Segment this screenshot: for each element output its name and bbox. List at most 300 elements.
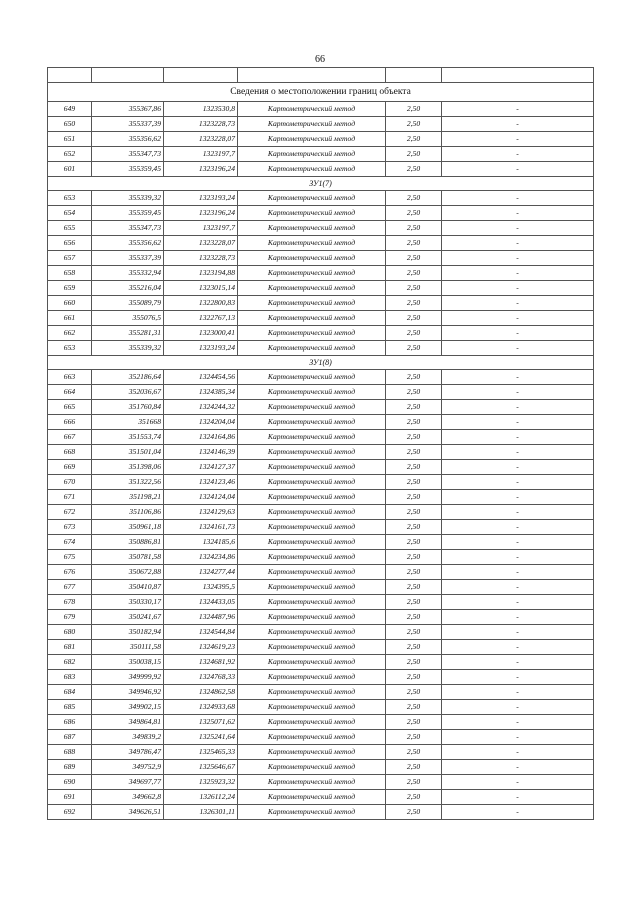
accuracy-cell: 2,50 xyxy=(386,670,442,685)
method-cell: Картометрический метод xyxy=(238,625,386,640)
method-cell: Картометрический метод xyxy=(238,341,386,356)
description-cell: - xyxy=(442,595,594,610)
y-coordinate-cell: 1323000,41 xyxy=(164,326,238,341)
y-coordinate-cell: 1322767,13 xyxy=(164,311,238,326)
description-cell: - xyxy=(442,430,594,445)
accuracy-cell: 2,50 xyxy=(386,490,442,505)
point-number-cell: 691 xyxy=(48,790,92,805)
description-cell: - xyxy=(442,790,594,805)
x-coordinate-cell: 355359,45 xyxy=(92,206,164,221)
accuracy-cell: 2,50 xyxy=(386,266,442,281)
x-coordinate-cell: 351106,86 xyxy=(92,505,164,520)
table-row xyxy=(48,730,594,745)
y-coordinate-cell: 1323194,88 xyxy=(164,266,238,281)
accuracy-cell: 2,50 xyxy=(386,341,442,356)
method-cell: Картометрический метод xyxy=(238,400,386,415)
point-number-cell: 686 xyxy=(48,715,92,730)
method-cell: Картометрический метод xyxy=(238,266,386,281)
description-cell: - xyxy=(442,685,594,700)
x-coordinate-cell: 351668 xyxy=(92,415,164,430)
y-coordinate-cell: 1324454,56 xyxy=(164,370,238,385)
y-coordinate-cell: 1324234,86 xyxy=(164,550,238,565)
description-cell: - xyxy=(442,715,594,730)
y-coordinate-cell: 1323193,24 xyxy=(164,191,238,206)
table-row xyxy=(48,206,594,221)
header-cell xyxy=(48,68,92,83)
method-cell: Картометрический метод xyxy=(238,490,386,505)
method-cell: Картометрический метод xyxy=(238,550,386,565)
point-number-cell: 684 xyxy=(48,685,92,700)
point-number-cell: 685 xyxy=(48,700,92,715)
y-coordinate-cell: 1324124,04 xyxy=(164,490,238,505)
section-label: ЗУ1(7) xyxy=(48,177,594,191)
x-coordinate-cell: 350886,81 xyxy=(92,535,164,550)
y-coordinate-cell: 1324127,37 xyxy=(164,460,238,475)
x-coordinate-cell: 355367,86 xyxy=(92,102,164,117)
description-cell: - xyxy=(442,700,594,715)
point-number-cell: 665 xyxy=(48,400,92,415)
point-number-cell: 653 xyxy=(48,191,92,206)
method-cell: Картометрический метод xyxy=(238,251,386,266)
x-coordinate-cell: 355337,39 xyxy=(92,117,164,132)
point-number-cell: 664 xyxy=(48,385,92,400)
accuracy-cell: 2,50 xyxy=(386,715,442,730)
x-coordinate-cell: 350241,67 xyxy=(92,610,164,625)
table-row xyxy=(48,625,594,640)
y-coordinate-cell: 1324129,63 xyxy=(164,505,238,520)
table-row xyxy=(48,251,594,266)
point-number-cell: 682 xyxy=(48,655,92,670)
method-cell: Картометрический метод xyxy=(238,805,386,820)
description-cell: - xyxy=(442,341,594,356)
y-coordinate-cell: 1323228,73 xyxy=(164,117,238,132)
accuracy-cell: 2,50 xyxy=(386,565,442,580)
accuracy-cell: 2,50 xyxy=(386,550,442,565)
point-number-cell: 649 xyxy=(48,102,92,117)
accuracy-cell: 2,50 xyxy=(386,415,442,430)
y-coordinate-cell: 1325923,32 xyxy=(164,775,238,790)
method-cell: Картометрический метод xyxy=(238,730,386,745)
accuracy-cell: 2,50 xyxy=(386,296,442,311)
table-row xyxy=(48,281,594,296)
point-number-cell: 667 xyxy=(48,430,92,445)
y-coordinate-cell: 1323196,24 xyxy=(164,206,238,221)
method-cell: Картометрический метод xyxy=(238,415,386,430)
accuracy-cell: 2,50 xyxy=(386,206,442,221)
x-coordinate-cell: 352186,64 xyxy=(92,370,164,385)
accuracy-cell: 2,50 xyxy=(386,460,442,475)
description-cell: - xyxy=(442,385,594,400)
x-coordinate-cell: 355216,04 xyxy=(92,281,164,296)
point-number-cell: 669 xyxy=(48,460,92,475)
method-cell: Картометрический метод xyxy=(238,236,386,251)
table-title: Сведения о местоположении границ объекта xyxy=(48,83,594,102)
description-cell: - xyxy=(442,775,594,790)
table-row xyxy=(48,655,594,670)
point-number-cell: 661 xyxy=(48,311,92,326)
accuracy-cell: 2,50 xyxy=(386,805,442,820)
method-cell: Картометрический метод xyxy=(238,790,386,805)
method-cell: Картометрический метод xyxy=(238,535,386,550)
description-cell: - xyxy=(442,400,594,415)
point-number-cell: 675 xyxy=(48,550,92,565)
accuracy-cell: 2,50 xyxy=(386,162,442,177)
accuracy-cell: 2,50 xyxy=(386,790,442,805)
y-coordinate-cell: 1324933,68 xyxy=(164,700,238,715)
header-cell xyxy=(238,68,386,83)
accuracy-cell: 2,50 xyxy=(386,311,442,326)
description-cell: - xyxy=(442,625,594,640)
x-coordinate-cell: 355356,62 xyxy=(92,236,164,251)
point-number-cell: 650 xyxy=(48,117,92,132)
description-cell: - xyxy=(442,147,594,162)
y-coordinate-cell: 1323228,07 xyxy=(164,132,238,147)
method-cell: Картометрический метод xyxy=(238,132,386,147)
method-cell: Картометрический метод xyxy=(238,640,386,655)
method-cell: Картометрический метод xyxy=(238,520,386,535)
method-cell: Картометрический метод xyxy=(238,700,386,715)
point-number-cell: 654 xyxy=(48,206,92,221)
method-cell: Картометрический метод xyxy=(238,102,386,117)
accuracy-cell: 2,50 xyxy=(386,132,442,147)
accuracy-cell: 2,50 xyxy=(386,445,442,460)
x-coordinate-cell: 350330,17 xyxy=(92,595,164,610)
x-coordinate-cell: 349864,81 xyxy=(92,715,164,730)
description-cell: - xyxy=(442,490,594,505)
table-row xyxy=(48,102,594,117)
y-coordinate-cell: 1325071,62 xyxy=(164,715,238,730)
description-cell: - xyxy=(442,730,594,745)
accuracy-cell: 2,50 xyxy=(386,400,442,415)
point-number-cell: 666 xyxy=(48,415,92,430)
description-cell: - xyxy=(442,655,594,670)
description-cell: - xyxy=(442,311,594,326)
table-row xyxy=(48,640,594,655)
table-title-row xyxy=(48,83,594,102)
method-cell: Картометрический метод xyxy=(238,760,386,775)
description-cell: - xyxy=(442,535,594,550)
x-coordinate-cell: 355359,45 xyxy=(92,162,164,177)
point-number-cell: 659 xyxy=(48,281,92,296)
method-cell: Картометрический метод xyxy=(238,685,386,700)
x-coordinate-cell: 350111,58 xyxy=(92,640,164,655)
accuracy-cell: 2,50 xyxy=(386,370,442,385)
y-coordinate-cell: 1324185,6 xyxy=(164,535,238,550)
table-row xyxy=(48,460,594,475)
x-coordinate-cell: 351398,06 xyxy=(92,460,164,475)
y-coordinate-cell: 1323015,14 xyxy=(164,281,238,296)
table-row xyxy=(48,430,594,445)
description-cell: - xyxy=(442,251,594,266)
y-coordinate-cell: 1324544,84 xyxy=(164,625,238,640)
table-row xyxy=(48,385,594,400)
method-cell: Картометрический метод xyxy=(238,311,386,326)
x-coordinate-cell: 350961,18 xyxy=(92,520,164,535)
header-cell xyxy=(386,68,442,83)
y-coordinate-cell: 1323228,73 xyxy=(164,251,238,266)
point-number-cell: 680 xyxy=(48,625,92,640)
x-coordinate-cell: 355337,39 xyxy=(92,251,164,266)
point-number-cell: 670 xyxy=(48,475,92,490)
description-cell: - xyxy=(442,162,594,177)
table-row xyxy=(48,775,594,790)
point-number-cell: 678 xyxy=(48,595,92,610)
header-cell xyxy=(164,68,238,83)
y-coordinate-cell: 1326301,11 xyxy=(164,805,238,820)
point-number-cell: 655 xyxy=(48,221,92,236)
section-label: ЗУ1(8) xyxy=(48,356,594,370)
method-cell: Картометрический метод xyxy=(238,221,386,236)
description-cell: - xyxy=(442,460,594,475)
table-row xyxy=(48,445,594,460)
section-row xyxy=(48,356,594,370)
x-coordinate-cell: 349697,77 xyxy=(92,775,164,790)
x-coordinate-cell: 355356,62 xyxy=(92,132,164,147)
description-cell: - xyxy=(442,117,594,132)
table-row xyxy=(48,326,594,341)
y-coordinate-cell: 1324862,58 xyxy=(164,685,238,700)
accuracy-cell: 2,50 xyxy=(386,640,442,655)
accuracy-cell: 2,50 xyxy=(386,535,442,550)
x-coordinate-cell: 349902,15 xyxy=(92,700,164,715)
x-coordinate-cell: 349786,47 xyxy=(92,745,164,760)
y-coordinate-cell: 1324161,73 xyxy=(164,520,238,535)
table-row xyxy=(48,341,594,356)
description-cell: - xyxy=(442,191,594,206)
description-cell: - xyxy=(442,370,594,385)
table-row xyxy=(48,610,594,625)
table-row xyxy=(48,490,594,505)
x-coordinate-cell: 350410,87 xyxy=(92,580,164,595)
point-number-cell: 676 xyxy=(48,565,92,580)
method-cell: Картометрический метод xyxy=(238,430,386,445)
table-row xyxy=(48,565,594,580)
accuracy-cell: 2,50 xyxy=(386,385,442,400)
header-cell xyxy=(442,68,594,83)
x-coordinate-cell: 349626,51 xyxy=(92,805,164,820)
point-number-cell: 677 xyxy=(48,580,92,595)
y-coordinate-cell: 1324204,04 xyxy=(164,415,238,430)
description-cell: - xyxy=(442,326,594,341)
table-row xyxy=(48,311,594,326)
y-coordinate-cell: 1324123,46 xyxy=(164,475,238,490)
method-cell: Картометрический метод xyxy=(238,206,386,221)
x-coordinate-cell: 349839,2 xyxy=(92,730,164,745)
x-coordinate-cell: 350038,15 xyxy=(92,655,164,670)
x-coordinate-cell: 349752,9 xyxy=(92,760,164,775)
description-cell: - xyxy=(442,670,594,685)
x-coordinate-cell: 355089,79 xyxy=(92,296,164,311)
table-row xyxy=(48,550,594,565)
y-coordinate-cell: 1324164,86 xyxy=(164,430,238,445)
table-row xyxy=(48,520,594,535)
table-row xyxy=(48,595,594,610)
y-coordinate-cell: 1324146,39 xyxy=(164,445,238,460)
y-coordinate-cell: 1323530,8 xyxy=(164,102,238,117)
accuracy-cell: 2,50 xyxy=(386,505,442,520)
x-coordinate-cell: 349662,8 xyxy=(92,790,164,805)
x-coordinate-cell: 355332,94 xyxy=(92,266,164,281)
x-coordinate-cell: 350672,88 xyxy=(92,565,164,580)
description-cell: - xyxy=(442,805,594,820)
description-cell: - xyxy=(442,266,594,281)
table-row xyxy=(48,221,594,236)
accuracy-cell: 2,50 xyxy=(386,117,442,132)
table-row xyxy=(48,700,594,715)
y-coordinate-cell: 1324619,23 xyxy=(164,640,238,655)
description-cell: - xyxy=(442,760,594,775)
method-cell: Картометрический метод xyxy=(238,610,386,625)
point-number-cell: 657 xyxy=(48,251,92,266)
x-coordinate-cell: 355281,31 xyxy=(92,326,164,341)
accuracy-cell: 2,50 xyxy=(386,102,442,117)
point-number-cell: 679 xyxy=(48,610,92,625)
table-row xyxy=(48,535,594,550)
method-cell: Картометрический метод xyxy=(238,655,386,670)
accuracy-cell: 2,50 xyxy=(386,147,442,162)
description-cell: - xyxy=(442,610,594,625)
point-number-cell: 601 xyxy=(48,162,92,177)
x-coordinate-cell: 351501,04 xyxy=(92,445,164,460)
point-number-cell: 663 xyxy=(48,370,92,385)
section-row xyxy=(48,177,594,191)
accuracy-cell: 2,50 xyxy=(386,775,442,790)
accuracy-cell: 2,50 xyxy=(386,281,442,296)
y-coordinate-cell: 1325465,33 xyxy=(164,745,238,760)
point-number-cell: 662 xyxy=(48,326,92,341)
x-coordinate-cell: 349946,92 xyxy=(92,685,164,700)
accuracy-cell: 2,50 xyxy=(386,595,442,610)
table-row xyxy=(48,685,594,700)
table-row xyxy=(48,670,594,685)
method-cell: Картометрический метод xyxy=(238,162,386,177)
y-coordinate-cell: 1325241,64 xyxy=(164,730,238,745)
point-number-cell: 672 xyxy=(48,505,92,520)
description-cell: - xyxy=(442,640,594,655)
y-coordinate-cell: 1323196,24 xyxy=(164,162,238,177)
x-coordinate-cell: 350182,94 xyxy=(92,625,164,640)
accuracy-cell: 2,50 xyxy=(386,191,442,206)
page-number: 66 xyxy=(315,54,325,65)
y-coordinate-cell: 1323193,24 xyxy=(164,341,238,356)
point-number-cell: 656 xyxy=(48,236,92,251)
accuracy-cell: 2,50 xyxy=(386,251,442,266)
method-cell: Картометрический метод xyxy=(238,370,386,385)
accuracy-cell: 2,50 xyxy=(386,655,442,670)
method-cell: Картометрический метод xyxy=(238,775,386,790)
method-cell: Картометрический метод xyxy=(238,191,386,206)
point-number-cell: 651 xyxy=(48,132,92,147)
y-coordinate-cell: 1324681,92 xyxy=(164,655,238,670)
accuracy-cell: 2,50 xyxy=(386,700,442,715)
table-row xyxy=(48,191,594,206)
x-coordinate-cell: 355339,32 xyxy=(92,191,164,206)
table-row xyxy=(48,790,594,805)
method-cell: Картометрический метод xyxy=(238,745,386,760)
y-coordinate-cell: 1324244,32 xyxy=(164,400,238,415)
point-number-cell: 658 xyxy=(48,266,92,281)
description-cell: - xyxy=(442,580,594,595)
table-row xyxy=(48,745,594,760)
accuracy-cell: 2,50 xyxy=(386,475,442,490)
method-cell: Картометрический метод xyxy=(238,475,386,490)
point-number-cell: 652 xyxy=(48,147,92,162)
y-coordinate-cell: 1325646,67 xyxy=(164,760,238,775)
point-number-cell: 671 xyxy=(48,490,92,505)
point-number-cell: 653 xyxy=(48,341,92,356)
accuracy-cell: 2,50 xyxy=(386,610,442,625)
x-coordinate-cell: 355347,73 xyxy=(92,221,164,236)
y-coordinate-cell: 1323228,07 xyxy=(164,236,238,251)
y-coordinate-cell: 1324385,34 xyxy=(164,385,238,400)
point-number-cell: 690 xyxy=(48,775,92,790)
method-cell: Картометрический метод xyxy=(238,580,386,595)
point-number-cell: 688 xyxy=(48,745,92,760)
accuracy-cell: 2,50 xyxy=(386,580,442,595)
description-cell: - xyxy=(442,206,594,221)
table-row xyxy=(48,475,594,490)
table-row xyxy=(48,236,594,251)
table-row xyxy=(48,505,594,520)
description-cell: - xyxy=(442,102,594,117)
method-cell: Картометрический метод xyxy=(238,117,386,132)
table-row xyxy=(48,162,594,177)
x-coordinate-cell: 351760,84 xyxy=(92,400,164,415)
accuracy-cell: 2,50 xyxy=(386,430,442,445)
description-cell: - xyxy=(442,281,594,296)
x-coordinate-cell: 355347,73 xyxy=(92,147,164,162)
table-row xyxy=(48,580,594,595)
method-cell: Картометрический метод xyxy=(238,296,386,311)
method-cell: Картометрический метод xyxy=(238,326,386,341)
description-cell: - xyxy=(442,236,594,251)
method-cell: Картометрический метод xyxy=(238,505,386,520)
table-row xyxy=(48,117,594,132)
description-cell: - xyxy=(442,296,594,311)
point-number-cell: 673 xyxy=(48,520,92,535)
accuracy-cell: 2,50 xyxy=(386,625,442,640)
table-row xyxy=(48,266,594,281)
description-cell: - xyxy=(442,565,594,580)
description-cell: - xyxy=(442,745,594,760)
description-cell: - xyxy=(442,550,594,565)
point-number-cell: 687 xyxy=(48,730,92,745)
y-coordinate-cell: 1324277,44 xyxy=(164,565,238,580)
method-cell: Картометрический метод xyxy=(238,385,386,400)
accuracy-cell: 2,50 xyxy=(386,745,442,760)
method-cell: Картометрический метод xyxy=(238,147,386,162)
x-coordinate-cell: 349999,92 xyxy=(92,670,164,685)
table-header-row xyxy=(48,68,594,83)
accuracy-cell: 2,50 xyxy=(386,760,442,775)
method-cell: Картометрический метод xyxy=(238,460,386,475)
table-row xyxy=(48,760,594,775)
point-number-cell: 681 xyxy=(48,640,92,655)
description-cell: - xyxy=(442,415,594,430)
x-coordinate-cell: 355339,32 xyxy=(92,341,164,356)
boundary-table xyxy=(47,67,594,820)
x-coordinate-cell: 351553,74 xyxy=(92,430,164,445)
description-cell: - xyxy=(442,505,594,520)
table-row xyxy=(48,715,594,730)
y-coordinate-cell: 1322800,83 xyxy=(164,296,238,311)
table-row xyxy=(48,370,594,385)
x-coordinate-cell: 350781,58 xyxy=(92,550,164,565)
point-number-cell: 668 xyxy=(48,445,92,460)
y-coordinate-cell: 1323197,7 xyxy=(164,221,238,236)
method-cell: Картометрический метод xyxy=(238,670,386,685)
point-number-cell: 683 xyxy=(48,670,92,685)
